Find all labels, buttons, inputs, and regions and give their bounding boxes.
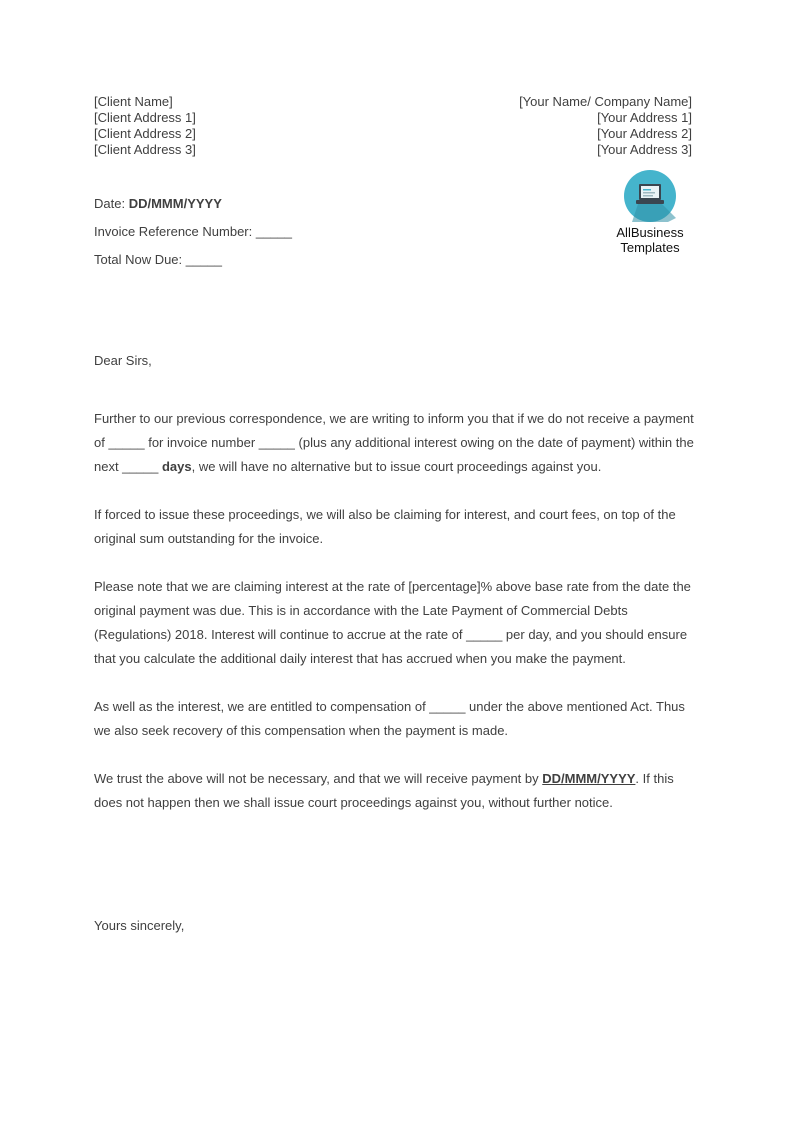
paragraph-1 [94, 407, 704, 479]
laptop-icon [624, 170, 676, 222]
sender-address-block [519, 94, 692, 158]
client-address-3: [Client Address 3] [94, 142, 196, 157]
logo-text [600, 225, 700, 255]
date-value: DD/MMM/YYYY [128, 196, 222, 211]
invoice-ref-label: Invoice Reference Number: [94, 224, 253, 239]
date-row [94, 196, 292, 224]
invoice-meta [94, 196, 292, 280]
total-due-value: _____ [185, 252, 222, 267]
client-address-1: [Client Address 1] [94, 110, 196, 125]
client-name: [Client Name] [94, 94, 173, 109]
paragraph-1-text-a: Further to our previous correspondence, we are writing to inform you that if we do not receive a payment of _____ for invoice number _____ (plus any additional interest owing on the date of payment) within the next _____ [94, 411, 694, 474]
paragraph-1-text-b: , we will have no alternative but to issue court proceedings against you. [191, 459, 602, 474]
total-due-label: Total Now Due: [94, 252, 183, 267]
paragraph-4: As well as the interest, we are entitled to compensation of _____ under the above mentioned Act. Thus we also seek recovery of this compensation when the payment is made. [94, 699, 685, 738]
company-logo [600, 170, 700, 255]
paragraph-3: Please note that we are claiming interest at the rate of [percentage]% above base rate from the date the original payment was due. This is in accordance with the Late Payment of Commercial Debts (Regulations) 2018. Interest will continue to accrue at the rate of _____ per day, and you should ensure that you calculate the additional daily interest that has accrued when you make the payment. [94, 579, 691, 666]
paragraph-5-text-a: We trust the above will not be necessary, and that we will receive payment by [94, 771, 543, 786]
salutation: Dear Sirs, [94, 353, 152, 368]
total-due-row [94, 252, 292, 280]
logo-circle [624, 170, 676, 222]
sender-name: [Your Name/ Company Name] [519, 94, 692, 109]
sender-address-2: [Your Address 2] [597, 126, 692, 141]
logo-line-1: AllBusiness [616, 225, 684, 240]
date-label: Date: [94, 196, 126, 211]
paragraph-5-text-b: . If this does not happen then we shall issue court proceedings against you, without further notice. [94, 771, 674, 810]
days-emphasis: days [161, 459, 192, 474]
invoice-ref-value: _____ [255, 224, 293, 239]
letter-body [94, 349, 704, 839]
paragraph-5 [94, 767, 704, 815]
payment-date: DD/MMM/YYYY [542, 771, 636, 786]
client-address-block [94, 94, 196, 158]
client-address-2: [Client Address 2] [94, 126, 196, 141]
invoice-ref-row [94, 224, 292, 252]
sender-address-3: [Your Address 3] [597, 142, 692, 157]
sender-address-1: [Your Address 1] [597, 110, 692, 125]
paragraph-2: If forced to issue these proceedings, we will also be claiming for interest, and court fees, on top of the original sum outstanding for the invoice. [94, 507, 676, 546]
closing: Yours sincerely, [94, 918, 185, 933]
logo-line-2: Templates [620, 240, 680, 255]
